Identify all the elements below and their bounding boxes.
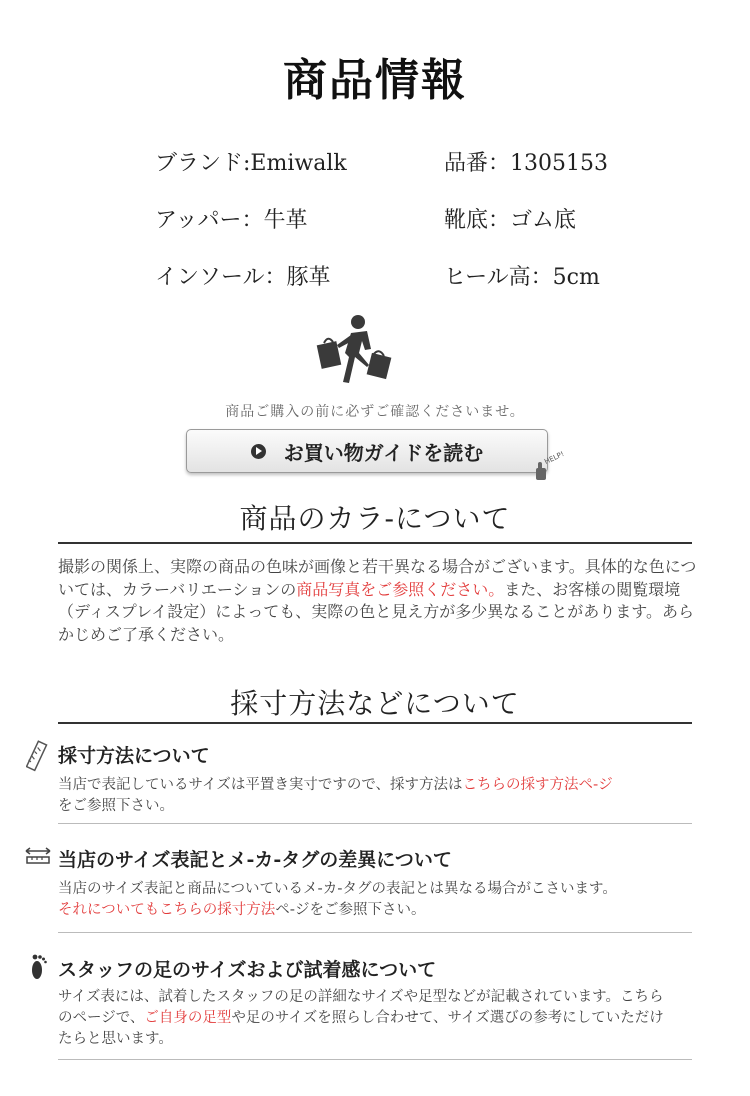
divider xyxy=(58,722,692,724)
divider xyxy=(58,823,692,824)
measure-method-link[interactable]: こちらの採す方法ペ-ジ xyxy=(462,777,613,793)
measure-method-body: 当店で表記しているサイズは平置き実寸ですので、採す方法はこちらの採す方法ペ-ジ をご参照下さい。 xyxy=(58,777,613,814)
footprint-icon xyxy=(28,953,50,981)
size-tag-difference-body: 当店のサイズ表記と商品についているメ-カ-タグの表記とは異なる場合がこさいます。 それについてもこちらの採寸方法ペ-ジをご参照下さい。 xyxy=(58,881,617,918)
spec-insole: インソール：豚革 xyxy=(155,265,331,290)
spec-item-number: 品番：1305153 xyxy=(444,151,608,176)
measure-section-title: 採寸方法などについて xyxy=(230,687,520,720)
color-section-body: 撮影の関係上、実際の商品の色味が画像と若干異なる場合がございます。具体的な色については、カラーバリエーションの商品写真をご参照ください。また、お客様の閲覧環境（ディスプレイ設定）によっても、実際の色と見え方が多少異なることがあります。あらかじめご了承ください。 xyxy=(58,557,697,644)
help-tag: HELP! xyxy=(543,450,566,466)
shopping-guide-button-label: お買い物ガイドを読む xyxy=(283,440,484,465)
spec-sole: 靴底：ゴム底 xyxy=(444,208,577,233)
divider xyxy=(58,1059,692,1060)
staff-fit-body: サイズ表には、試着したスタッフの足の詳細なサイズや足型などが記載されています。こちらのページで、ご自身の足型や足のサイズを照らし合わせて、サイズ選びの参考にしていただけたらと思います。 xyxy=(58,989,664,1047)
divider xyxy=(58,932,692,933)
own-foot-shape-link[interactable]: ご自身の足型 xyxy=(144,1010,232,1026)
divider xyxy=(58,542,692,544)
size-tag-difference-title: 当店のサイズ表記とメ-カ-タグの差異について xyxy=(58,849,452,871)
spec-heel-height: ヒール高：5cm xyxy=(444,265,600,290)
staff-fit-title: スタッフの足のサイズおよび試着感について xyxy=(58,959,437,981)
ruler-icon xyxy=(26,740,48,772)
spec-brand: ブランド:Emiwalk xyxy=(155,151,347,176)
spec-upper: アッパー：牛革 xyxy=(155,208,308,233)
play-icon xyxy=(251,444,266,459)
measure-method-title: 採寸方法について xyxy=(58,745,210,767)
product-photo-link[interactable]: 商品写真をご参照ください。 xyxy=(296,579,505,599)
shopper-icon xyxy=(315,313,397,391)
page-title: 商品情報 xyxy=(283,55,467,106)
color-section-title: 商品のカラ-について xyxy=(239,502,511,535)
size-tag-measure-link[interactable]: それについてもこちらの採寸方法 xyxy=(58,902,276,918)
help-hand-icon xyxy=(532,450,566,484)
shopping-guide-button[interactable] xyxy=(186,429,548,473)
measure-arrows-icon xyxy=(24,847,52,865)
guide-caption: 商品ご購入の前に必ずご確認くださいませ。 xyxy=(225,404,525,420)
